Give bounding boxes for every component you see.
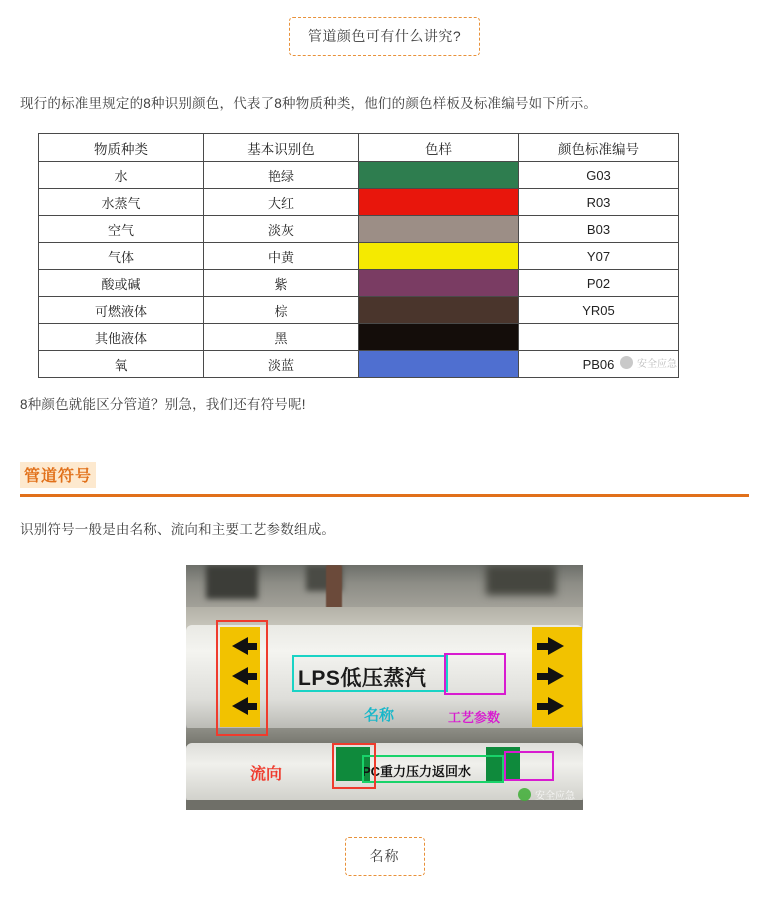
- cell-color-name: 淡灰: [204, 216, 359, 243]
- cell-color-name: 淡蓝: [204, 351, 359, 378]
- flow-arrow-icon: [548, 697, 564, 715]
- flow-arrow-stem: [537, 643, 550, 650]
- cell-color-swatch: [359, 162, 519, 189]
- cell-color-swatch: [359, 351, 519, 378]
- section-paragraph: 识别符号一般是由名称、流向和主要工艺参数组成。: [20, 522, 336, 537]
- flow-band-right: [532, 627, 582, 727]
- cell-substance: 空气: [39, 216, 204, 243]
- cell-color-swatch: [359, 270, 519, 297]
- cell-substance: 可燃液体: [39, 297, 204, 324]
- bottom-callout: 名称: [345, 837, 425, 876]
- color-swatch: [359, 243, 518, 269]
- wechat-icon: [518, 788, 531, 801]
- cell-color-swatch: [359, 189, 519, 216]
- color-swatch: [359, 216, 518, 242]
- cell-substance: 酸或碱: [39, 270, 204, 297]
- table-header-color-name: 基本识别色: [204, 134, 359, 162]
- bottom-callout-container: [0, 810, 769, 876]
- annotation-box-name: [292, 655, 448, 692]
- cell-substance: 水蒸气: [39, 189, 204, 216]
- cell-substance: 水: [39, 162, 204, 189]
- flow-arrow-stem: [537, 703, 550, 710]
- color-standard-table: [38, 133, 679, 378]
- annotation-box-flow-lower: [332, 743, 376, 789]
- cell-color-name: 黑: [204, 324, 359, 351]
- table-row: [39, 216, 679, 243]
- color-swatch: [359, 297, 518, 323]
- after-table-paragraph: 8种颜色就能区分管道？别急，我们还有符号呢!: [20, 397, 306, 412]
- cell-color-swatch: [359, 324, 519, 351]
- color-swatch: [359, 270, 518, 296]
- cell-standard-code: P02: [519, 270, 679, 297]
- photo-background-shape: [206, 565, 258, 599]
- color-swatch: [359, 324, 518, 350]
- cell-standard-code: [519, 324, 679, 351]
- table-row: [39, 324, 679, 351]
- photo-watermark: [518, 787, 575, 802]
- cell-standard-code: Y07: [519, 243, 679, 270]
- cell-color-name: 紫: [204, 270, 359, 297]
- table-row: [39, 162, 679, 189]
- color-swatch: [359, 162, 518, 188]
- annotation-label-flow: 流向: [250, 766, 283, 783]
- photo-background-shape: [486, 565, 556, 595]
- pipe-sub-text: PC重力压力返回水: [362, 764, 472, 779]
- cell-color-swatch: [359, 243, 519, 270]
- cell-standard-code: G03: [519, 162, 679, 189]
- cell-standard-code: PB06: [519, 351, 679, 378]
- pipe-photo: [186, 565, 583, 810]
- table-watermark-label: 安全应急: [637, 359, 677, 370]
- cell-color-name: 中黄: [204, 243, 359, 270]
- section-header-container: [0, 416, 769, 488]
- intro-paragraph: 现行的标准里规定的8种识别颜色，代表了8种物质种类，他们的颜色样板及标准编号如下所示。: [20, 96, 598, 111]
- color-table-container: [0, 115, 769, 378]
- flow-arrow-icon: [548, 667, 564, 685]
- cell-color-swatch: [359, 297, 519, 324]
- cell-standard-code: B03: [519, 216, 679, 243]
- top-callout: 管道颜色可有什么讲究?: [289, 17, 480, 56]
- annotation-box-parameter: [444, 653, 506, 695]
- annotation-box-parameter-lower: [504, 751, 554, 781]
- cell-substance: 其他液体: [39, 324, 204, 351]
- figure-container: [0, 541, 769, 810]
- cell-standard-code: R03: [519, 189, 679, 216]
- photo-watermark-label: 安全应急: [535, 791, 575, 802]
- cell-color-swatch: [359, 216, 519, 243]
- cell-substance: 气体: [39, 243, 204, 270]
- color-swatch: [359, 351, 518, 377]
- cell-standard-code: YR05: [519, 297, 679, 324]
- flow-arrow-stem: [537, 673, 550, 680]
- table-row: [39, 270, 679, 297]
- table-header-swatch: 色样: [359, 134, 519, 162]
- table-header-row: [39, 134, 679, 162]
- cell-color-name: 艳绿: [204, 162, 359, 189]
- wechat-icon: [620, 356, 633, 369]
- cell-color-name: 大红: [204, 189, 359, 216]
- cell-color-name: 棕: [204, 297, 359, 324]
- table-row: [39, 243, 679, 270]
- table-row: [39, 297, 679, 324]
- section-title-row: [20, 462, 749, 488]
- section-title: 管道符号: [20, 462, 96, 488]
- top-callout-container: [0, 0, 769, 56]
- pipe-main-text: LPS低压蒸汽: [298, 667, 427, 690]
- color-swatch: [359, 189, 518, 215]
- annotation-label-name: 名称: [364, 707, 395, 724]
- table-header-code: 颜色标准编号: [519, 134, 679, 162]
- table-row: [39, 189, 679, 216]
- table-watermark: [620, 355, 677, 370]
- table-header-substance: 物质种类: [39, 134, 204, 162]
- annotation-box-name-lower: [362, 755, 504, 783]
- annotation-box-flow: [216, 620, 268, 736]
- annotation-label-parameter: 工艺参数: [448, 710, 501, 725]
- cell-substance: 氧: [39, 351, 204, 378]
- table-row: [39, 351, 679, 378]
- flow-arrow-icon: [548, 637, 564, 655]
